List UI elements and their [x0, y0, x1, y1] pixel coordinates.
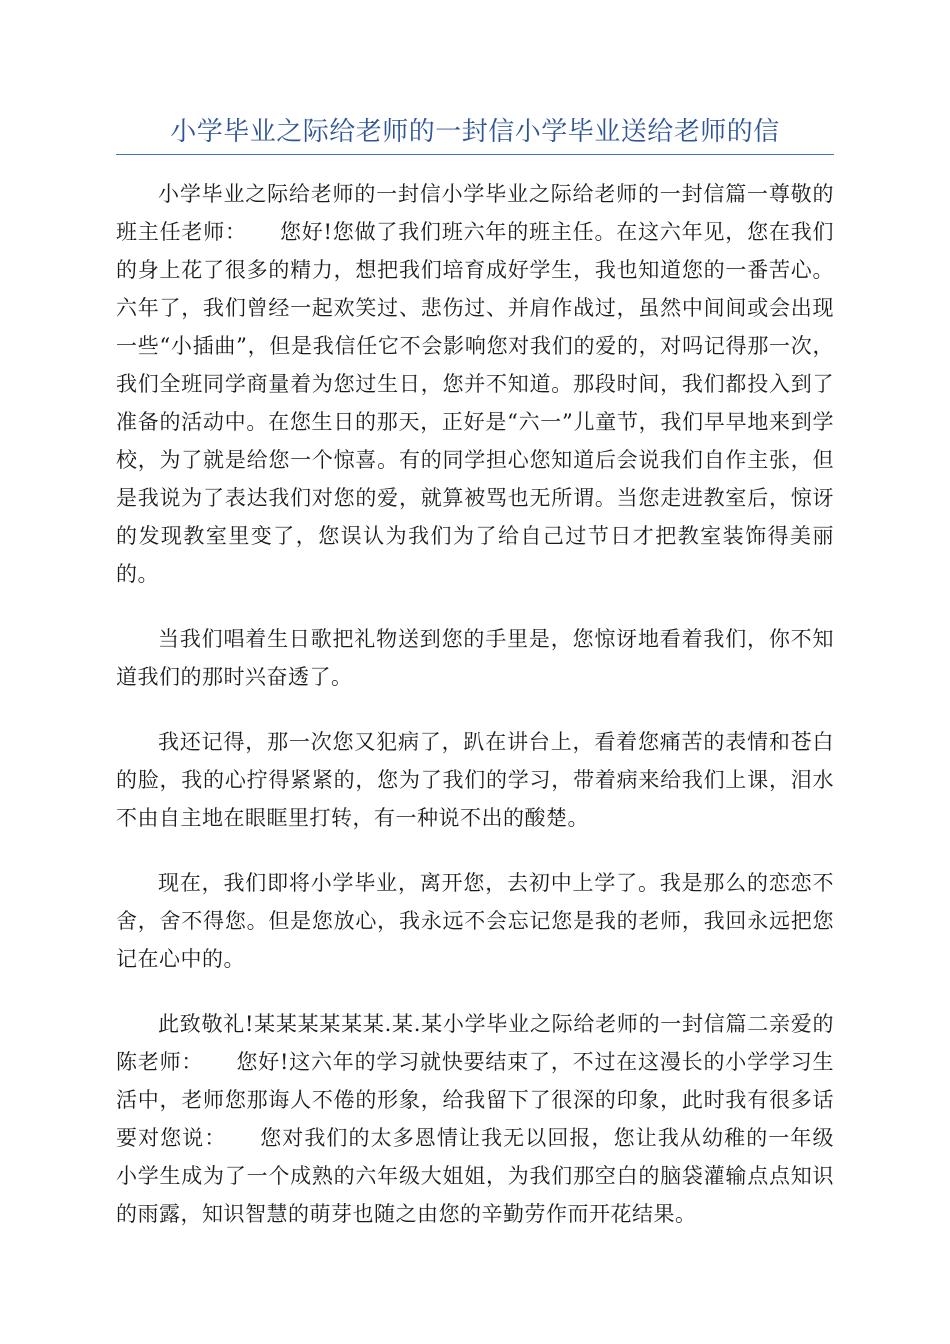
paragraph-3: 我还记得，那一次您又犯病了，趴在讲台上，看着您痛苦的表情和苍白的脸，我的心拧得紧紧的，您为了我们的学习，带着病来给我们上课，泪水不由自主地在眼眶里打转，有一种说不出的酸楚。: [116, 730, 834, 830]
paragraph-4: 现在，我们即将小学毕业，离开您，去初中上学了。我是那么的恋恋不舍，舍不得您。但是您放心，我永远不会忘记您是我的老师，我回永远把您记在心中的。: [116, 871, 834, 971]
paragraph-5: 此致敬礼!某某某某某某.某.某小学毕业之际给老师的一封信篇二亲爱的陈老师： 您好!这六年的学习就快要结束了，不过在这漫长的小学学习生活中，老师您那诲人不倦的形象，给我留下了很深的印象，此时我有很多话要对您说： 您对我们的太多恩情让我无以回报，您让我从幼稚的一年级小学生成为了一个成熟的六年级大姐姐，为我们那空白的脑袋灌输点点知识的雨露，知识智慧的萌芽也随之由您的辛勤劳作而开花结果。: [116, 1012, 834, 1226]
paragraph-2: 当我们唱着生日歌把礼物送到您的手里是，您惊讶地看着我们，你不知道我们的那时兴奋透了。: [116, 627, 834, 689]
document-title: 小学毕业之际给老师的一封信小学毕业送给老师的信: [170, 117, 780, 147]
document-body: [116, 175, 834, 1260]
paragraph-1: 小学毕业之际给老师的一封信小学毕业之际给老师的一封信篇一尊敬的班主任老师： 您好!您做了我们班六年的班主任。在这六年见，您在我们的身上花了很多的精力，想把我们培育成好学生，我也知道您的一番苦心。六年了，我们曾经一起欢笑过、悲伤过、并肩作战过，虽然中间间或会出现一些“小插曲”，但是我信任它不会影响您对我们的爱的，对吗记得那一次，我们全班同学商量着为您过生日，您并不知道。那段时间，我们都投入到了准备的活动中。在您生日的那天，正好是“六一”儿童节，我们早早地来到学校，为了就是给您一个惊喜。有的同学担心您知道后会说我们自作主张，但是我说为了表达我们对您的爱，就算被骂也无所谓。当您走进教室后，惊讶的发现教室里变了，您误认为我们为了给自己过节日才把教室装饰得美丽的。: [116, 182, 834, 586]
title-underline: [116, 154, 834, 155]
